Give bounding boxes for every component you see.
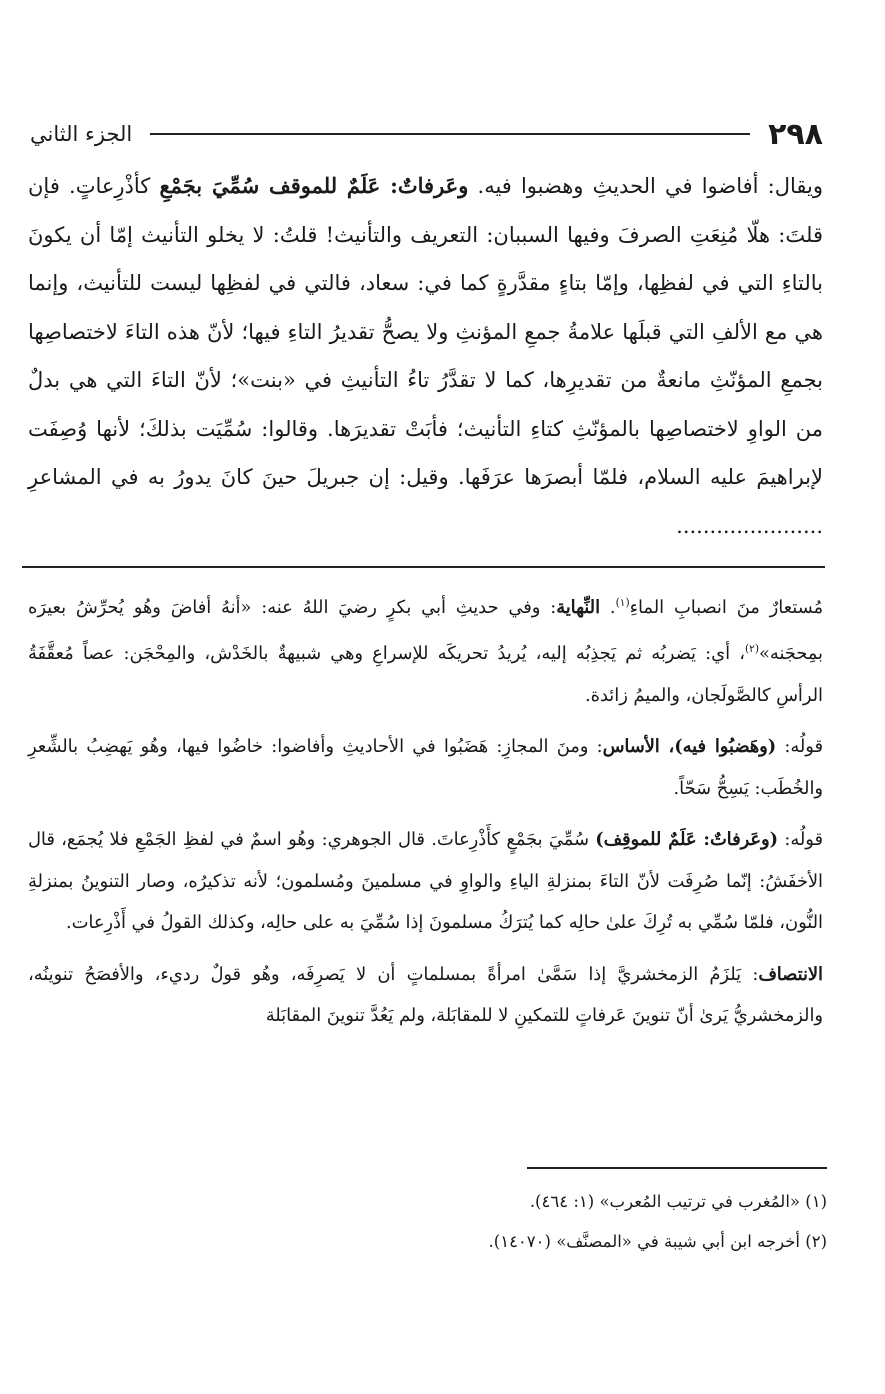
commentary-text: .: [600, 596, 616, 618]
source-label-nihaya: النِّهاية: [556, 596, 601, 618]
main-text-intro: ويقال: أفاضوا في الحديثِ وهضبوا فيه.: [468, 174, 823, 198]
commentary-paragraph: [28, 726, 823, 809]
commentary-text: : يَلزَمُ الزمخشريَّ إذا سَمَّىٰ امرأةً بمسلماتٍ أن لا يَصرِفَه، وهُو قولٌ رديء، والأفصَحُ تنوينُه، والزمخشريُّ يَرىٰ أنّ تنوينَ عَرفاتٍ للتمكينِ لا للمقابَلة، ولم يَعُدَّ تنوينَ المقابَلة: [28, 963, 823, 1027]
commentary-text: سُمِّيَ بجَمْعٍ كأَذْرِعاتَ. قال الجوهري: وهُو اسمٌ في لفظِ الجَمْعِ فلا يُجمَع، قال الأخفَشُ: إنّما صُرِفَت لأنّ التاءَ بمنزلةِ الياءِ والواوِ في مسلمينَ ومُسلمون؛ لأنه تذكيرُه، وصار التنوينُ بمنزلةِ النُّون، فلمّا سُمِّي به تُرِكَ علىٰ حالِه كما يُترَكُ مسلمونَ إذا سُمِّيَ به على حالِه، وكذلك القولُ في أَذْرِعات.: [28, 829, 823, 934]
footnote-1: (١) «المُغرب في ترتيب المُعرب» (١: ٤٦٤).: [529, 1192, 827, 1211]
commentary-text: قولُه:: [776, 736, 823, 758]
commentary-lemma: (وهَضبُوا فيه)، الأساس: [602, 736, 777, 758]
commentary-paragraph: [28, 954, 823, 1037]
footnotes: [300, 1182, 827, 1262]
commentary-lemma: (وعَرفاتٌ: عَلَمٌ للموقِف): [595, 829, 779, 851]
commentary-text: ، أي: يَضربُه ثم يَجذِبُه إليه، يُريدُ تحريكَه للإسراعِ وهي شبيهةٌ بالخَدْش، والمِحْجَن: عصاً مُعقَّفَةُ الرأسِ كالصَّولَجان، والميمُ زائدة.: [28, 643, 823, 706]
commentary-text: : ومنَ المجازِ: هَضَبُوا في الأحاديثِ وأفاضوا: خاضُوا فيها، وهُو يَهضِبُ بالشِّعرِ والخُطَب: يَسِحُّ سَحّاً.: [28, 736, 823, 799]
page-number: ٢٩٨: [768, 116, 823, 152]
main-text: [28, 162, 823, 550]
commentary-text: : وفي حديثِ أبي بكرٍ رضيَ اللهُ عنه: «أنهُ أفاضَ وهُو يُحرِّشُ بعيرَه بمِحجَنه»: [28, 596, 823, 665]
footnote-2: (٢) أخرجه ابن أبي شيبة في «المصنَّف» (١٤٠٧٠).: [488, 1232, 827, 1251]
source-label-intisaf: الانتصاف: [758, 963, 823, 985]
footnote-ref-1: (١): [615, 596, 630, 609]
main-text-body: كأذْرِعاتٍ. فإن قلتَ: هلّا مُنِعَتِ الصرفَ وفيها السببان: التعريف والتأنيث! قلتُ: لا يخلو التأنيث إمّا أن يكونَ بالتاءِ التي في لفظِها، وإمّا بتاءٍ مقدَّرةٍ كما في: سعاد، فالتي في لفظِها ليست للتأنيث، وإنما هي مع الألفِ التي قبلَها علامةُ جمعِ المؤنثِ ولا يصحُّ تقديرُ التاءِ فيها؛ لأنّ هذه التاءَ لاختصاصِها بجمعِ المؤنّثِ مانعةٌ من تقديرِها، كما لا تقدَّرُ تاءُ التأنيثِ في «بنت»؛ لأنّ التاءَ التي هي بدلٌ من الواوِ لاختصاصِها بالمؤنّثِ كتاءِ التأنيث؛ فأبَتْ تقديرَها. وقالوا: سُمِّيَت بذلكَ؛ لأنها وُصِفَت لإبراهيمَ عليه السلام، فلمّا أبصرَها عرَفَها. وقيل: إن جبريلَ حينَ كانَ يدورُ به في المشاعرِ: [28, 174, 823, 489]
page-header: [30, 112, 823, 156]
commentary-paragraph: [28, 819, 823, 944]
running-head: الجزء الثاني: [30, 122, 133, 146]
header-rule: [150, 133, 750, 135]
ellipsis-dots: ......................: [676, 513, 823, 538]
commentary-text: مُستعارٌ منَ انصبابِ الماءِ: [629, 596, 823, 618]
footnote-ref-2: (٢): [744, 642, 760, 656]
main-divider: [22, 566, 825, 568]
footnote-divider: [527, 1167, 827, 1169]
commentary-paragraph: [28, 582, 823, 716]
commentary-section: [28, 582, 823, 1047]
commentary-text: قولُه:: [778, 829, 823, 851]
main-paragraph: [28, 162, 823, 550]
main-text-bold: وعَرفاتٌ: عَلَمٌ للموقف سُمِّيَ بجَمْعِ: [159, 173, 469, 198]
